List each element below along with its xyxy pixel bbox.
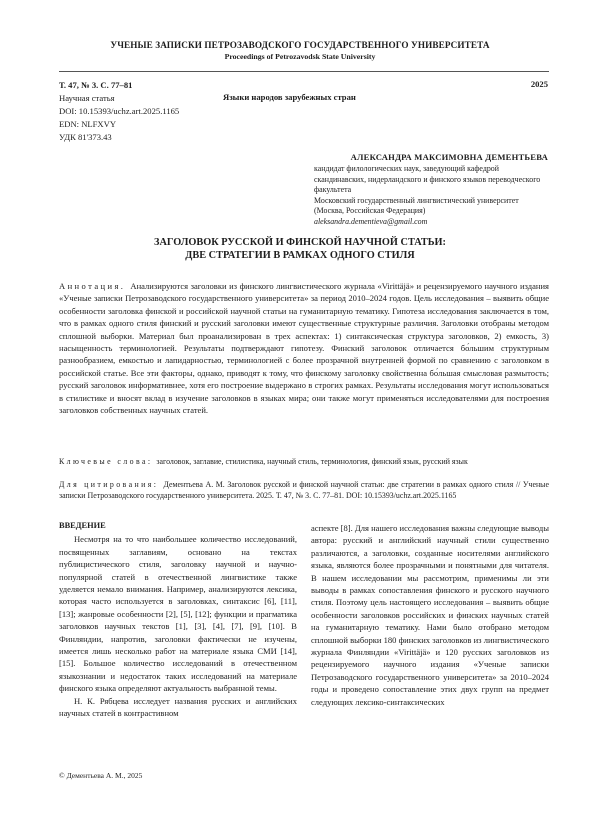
citation-label: Для цитирования: bbox=[59, 480, 159, 489]
abstract-text: Анализируются заголовки из финского лингвистического журнала «Virittäjä» и рецензируемого научного издания «Ученые записки Петрозаводского государственного университета» за период 2010–2024 годов. Цель исследования – выявить общие особенности заголовка финской и российской научной статьи на гуманитарную тематику. Гипотеза исследования заключается в том, что в рамках одного стиля финский и русский заголовки имеют существенные структурные различия. Заголовки отобраны методом сплошной выборки. Материал был проанализирован в трех аспектах: 1) синтаксическая структура заголовков, 2) емкость, 3) насыщенность терминологией. Результаты подтверждают гипотезу. Финский заголовок отличается бо́льшим структурным разнообразием, емкостью и лапидарностью, терминологией с более прозрачной внутренней формой по сравнению с заголовком в российской статье. Все эти факторы, однако, приводят к тому, что финскому заголовку свойственна бо́льшая смысловая размытость; русский заголовок информативнее, хотя его построение выдержано в строгих рамках. Результаты исследования могут использоваться в стилистике и вносят вклад в изучение заголовков в языках мира; они также могут применяться исследователями для построения заголовков собственных научных статей. bbox=[59, 281, 549, 416]
volume-info: Т. 47, № 3. С. 77–81 bbox=[59, 80, 133, 90]
body-column-left bbox=[59, 520, 297, 720]
abstract bbox=[59, 280, 549, 416]
udk: УДК 81'373.43 bbox=[59, 132, 112, 142]
doi: DOI: 10.15393/uchz.art.2025.1165 bbox=[59, 106, 180, 116]
author-affiliation bbox=[314, 164, 550, 228]
publication-year: 2025 bbox=[530, 79, 548, 89]
header-divider bbox=[59, 71, 549, 72]
author-position: кандидат филологических наук, заведующий кафедрой скандинавских, нидерландского и финского языков переводческого факультета bbox=[314, 164, 541, 195]
keywords-text: заголовок, заглавие, стилистика, научный стиль, терминология, финский язык, русский язык bbox=[156, 457, 468, 466]
keywords-label: Ключевые слова: bbox=[59, 457, 153, 466]
article-meta bbox=[59, 79, 179, 144]
paragraph: Н. К. Рябцева исследует названия русских и английских научных статей в контрастивном bbox=[59, 695, 297, 719]
journal-subtitle: Proceedings of Petrozavodsk State University bbox=[224, 52, 376, 61]
body-column-right bbox=[311, 522, 549, 708]
copyright: © Дементьева А. М., 2025 bbox=[59, 771, 143, 780]
author-email[interactable]: aleksandra.dementieva@gmail.com bbox=[314, 216, 428, 226]
intro-heading: ВВЕДЕНИЕ bbox=[59, 521, 106, 530]
author-institution: Московский государственный лингвистический университет bbox=[314, 195, 519, 205]
title-line-1: ЗАГОЛОВОК РУССКОЙ И ФИНСКОЙ НАУЧНОЙ СТАТЬИ: bbox=[154, 237, 446, 248]
citation-text: Дементьева А. М. Заголовок русской и финской научной статьи: две стратегии в рамках одного стиля // Ученые записки Петрозаводского государственного университета. 2025. Т. 47, № 3. С. 77–81. DOI: 10.15393/uchz.art.2025.1165 bbox=[59, 480, 549, 500]
keywords bbox=[59, 457, 549, 468]
citation bbox=[59, 480, 549, 501]
paragraph: Несмотря на то что наибольшее количество исследований, посвященных заглавиям, основано на текстах публицистического стиля, заголовку научной и научно-популярной статей в отечественной лингвистике также уделяется немало внимания. Например, анализируются лексика, которая часто используется в заголовках, синтаксис [6], [11], [13]; жанровые особенности [2], [5], [12]; функции и прагматика заголовков научных текстов [1], [3], [4], [7], [9], [10]. В Финляндии, напротив, заголовки фактически не изучены, имеется лишь несколько работ на материале языка СМИ [14], [15]. Большое количество исследований в отечественном языкознании и недостаток таких исследований на материале финского языка определяют актуальность выбранной темы. bbox=[59, 534, 297, 694]
title-line-2: ДВЕ СТРАТЕГИИ В РАМКАХ ОДНОГО СТИЛЯ bbox=[185, 250, 415, 261]
edn: EDN: NLFXVY bbox=[59, 119, 117, 129]
journal-title: УЧЕНЫЕ ЗАПИСКИ ПЕТРОЗАВОДСКОГО ГОСУДАРСТВЕННОГО УНИВЕРСИТЕТА bbox=[110, 40, 490, 50]
abstract-label: Аннотация. bbox=[59, 281, 126, 291]
article-title bbox=[0, 236, 600, 262]
paragraph: аспекте [8]. Для нашего исследования важны следующие выводы автора: русский и английский научный стили существенно различаются, а заголовки, созданные носителями английского языка, являются более прозрачными и понятными для читателя. В нашем исследовании мы рассмотрим, применимы ли эти выводы в рамках сопоставления финского и русского научного стиля. Поэтому цель настоящего исследования – выявить общие особенности заголовков российских и финских научных статей на гуманитарную тематику. Нами было отобрано методом сплошной выборки 180 финских заголовков из лингвистического журнала Финляндии «Virittäjä» и 120 русских заголовков из рецензируемого научного издания «Ученые записки Петрозаводского государственного университета» за 2010–2024 годы и проведено сопоставление этих двух групп на предмет следующих лексико-синтаксических bbox=[311, 523, 549, 707]
journal-section: Языки народов зарубежных стран bbox=[223, 92, 356, 102]
author-location: (Москва, Российская Федерация) bbox=[314, 206, 426, 216]
author-name: АЛЕКСАНДРА МАКСИМОВНА ДЕМЕНТЬЕВА bbox=[350, 152, 548, 162]
article-type: Научная статья bbox=[59, 93, 115, 103]
